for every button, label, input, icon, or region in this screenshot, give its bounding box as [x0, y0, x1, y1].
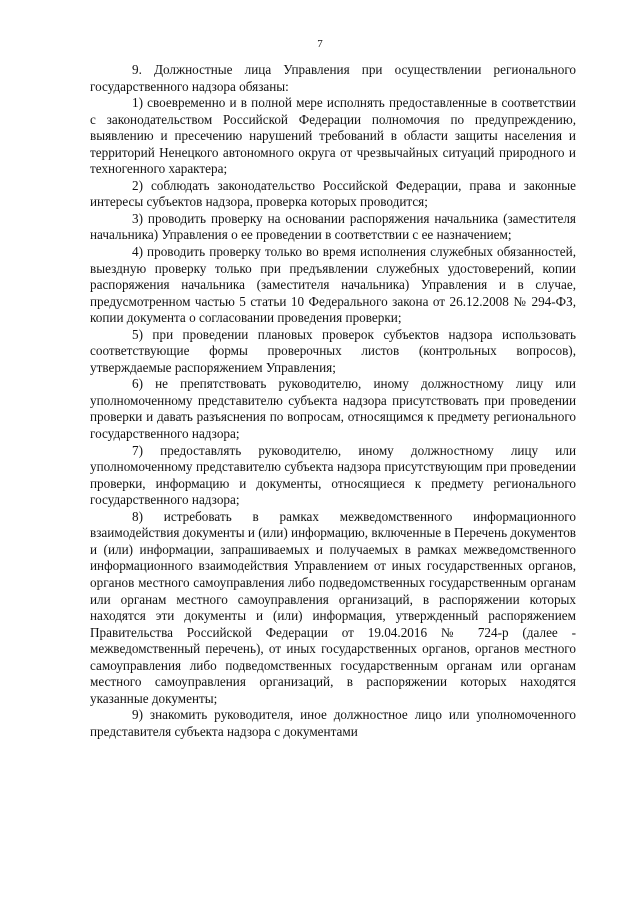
paragraph-item-1: 1) своевременно и в полной мере исполнять предоставленные в соответствии с законодательством Российской Федерации полномочия по предупреждению, выявлению и пресечению нарушений требований в области защиты населения и территорий Ненецкого автономного округа от чрезвычайных ситуаций природного и техногенного характера;: [90, 95, 576, 177]
paragraph-item-9: 9) знакомить руководителя, иное должностное лицо или уполномоченного представителя субъекта надзора с документами: [90, 707, 576, 739]
paragraph-item-2: 2) соблюдать законодательство Российской Федерации, права и законные интересы субъектов надзора, проверка которых проводится;: [90, 177, 576, 210]
paragraph-intro: 9. Должностные лица Управления при осуществлении регионального государственного надзора обязаны:: [90, 62, 576, 94]
document-body: [90, 62, 576, 740]
paragraph-item-6: 6) не препятствовать руководителю, иному должностному лицу или уполномоченному представителю субъекта надзора присутствовать при проведении проверки и давать разъяснения по вопросам, относящимся к предмету регионального государственного надзора;: [90, 376, 576, 442]
paragraph-item-8: 8) истребовать в рамках межведомственного информационного взаимодействия документы и (или) информацию, включенные в Перечень документов и (или) информации, запрашиваемых и получаемых в рамках межведомственного информационного взаимодействия Управлением от иных государственных органов, органов местного самоуправления либо подведомственных государственным органам или органам местного самоуправления организаций, в распоряжении которых находятся эти документы и (или) информация, утвержденный распоряжением Правительства Российской Федерации от 19.04.2016 № 724-р (далее - межведомственный перечень), от иных государственных органов, органов местного самоуправления либо подведомственных государственным органам или органам местного самоуправления организаций, в распоряжении которых находятся указанные документы;: [90, 508, 577, 706]
paragraph-item-5: 5) при проведении плановых проверок субъектов надзора использовать соответствующие формы проверочных листов (контрольных вопросов), утверждаемые распоряжением Управления;: [90, 326, 576, 375]
paragraph-item-3: 3) проводить проверку на основании распоряжения начальника (заместителя начальника) Управления о ее проведении в соответствии с ее назначением;: [90, 210, 576, 243]
paragraph-item-4: 4) проводить проверку только во время исполнения служебных обязанностей, выездную проверку только при предъявлении служебных удостоверений, копии распоряжения начальника (заместителя начальника) Управления и в случае, предусмотренном частью 5 статьи 10 Федерального закона от 26.12.2008 № 294-ФЗ, копии документа о согласовании проведения проверки;: [90, 244, 576, 326]
page-number: 7: [317, 38, 323, 50]
paragraph-item-7: 7) предоставлять руководителю, иному должностному лицу или уполномоченному представителю субъекта надзора присутствующим при проведении проверки, информацию и документы, относящиеся к предмету регионального государственного надзора;: [90, 442, 576, 508]
